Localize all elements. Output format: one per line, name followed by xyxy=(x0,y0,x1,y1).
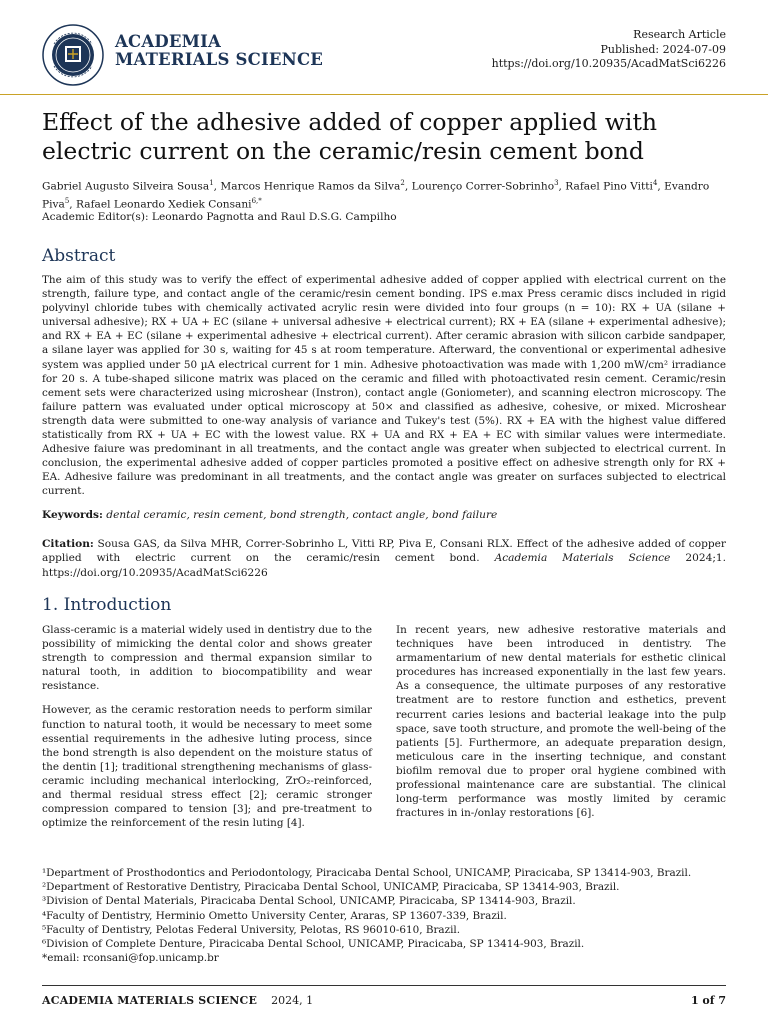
abstract-heading: Abstract xyxy=(42,246,116,266)
academic-editors: Academic Editor(s): Leonardo Pagnotta and Raul D.S.G. Campilho xyxy=(42,211,397,223)
author-affiliation-mark: 1 xyxy=(209,179,214,187)
keywords-items: dental ceramic, resin cement, bond strength, contact angle, bond failure xyxy=(106,509,498,521)
doi-link[interactable]: https://doi.org/10.20935/AcadMatSci6226 xyxy=(491,57,726,70)
affiliations xyxy=(42,866,732,965)
published-date: Published: 2024-07-09 xyxy=(600,42,726,56)
intro-paragraph: Glass-ceramic is a material widely used in dentistry due to the possibility of mimicking the dental color and shows greater strength to compression and thermal expansion similar to natural tooth, in addition to biocompatibility and wear resistance. xyxy=(42,624,372,693)
intro-column-right xyxy=(396,623,726,830)
affiliation-item: ⁵Faculty of Dentistry, Pelotas Federal University, Pelotas, RS 96010-610, Brazil. xyxy=(42,923,461,936)
article-meta xyxy=(492,28,726,72)
keywords xyxy=(42,509,726,521)
footer-journal xyxy=(42,994,313,1007)
citation xyxy=(42,537,726,580)
author-name: Gabriel Augusto Silveira Sousa xyxy=(42,180,210,193)
affiliation-item: ⁶Division of Complete Denture, Piracicaba Dental School, UNICAMP, Piracicaba, SP 13414-903, Brazil. xyxy=(42,938,585,951)
footer-divider xyxy=(42,985,726,986)
corresponding-email[interactable]: *email: rconsani@fop.unicamp.br xyxy=(42,952,219,965)
article-title: Effect of the adhesive added of copper applied with electric current on the ceramic/resin cement bond xyxy=(42,108,658,165)
affiliation-item: ¹Department of Prosthodontics and Periodontology, Piracicaba Dental School, UNICAMP, Piracicaba, SP 13414-903, Brazil. xyxy=(42,867,692,879)
author-affiliation-mark: 6,* xyxy=(251,196,262,205)
citation-text: Sousa GAS, da Silva MHR, Correr-Sobrinho L, Vitti RP, Piva E, Consani RLX. Effect of the adhesive added of copper applied with electric current on the ceramic/resin cement bond. xyxy=(42,538,726,565)
affiliation-item: ⁴Faculty of Dentistry, Herminio Ometto University Center, Araras, SP 13607-339, Brazil. xyxy=(42,909,507,922)
article-type: Research Article xyxy=(633,28,726,41)
author-name: Lourenço Correr-Sobrinho xyxy=(411,180,555,193)
author-affiliation-mark: 3 xyxy=(554,179,559,187)
academia-seal-logo xyxy=(42,24,104,86)
keywords-label: Keywords: xyxy=(42,509,103,521)
author-name: Evandro Piva xyxy=(42,180,710,211)
journal-name: ACADEMIA MATERIALS SCIENCE xyxy=(115,32,324,69)
affiliation-item: ³Division of Dental Materials, Piracicaba Dental School, UNICAMP, Piracicaba, SP 13414-903, Brazil. xyxy=(42,895,576,908)
intro-column-left xyxy=(42,623,372,840)
author-affiliation-mark: 2 xyxy=(400,179,405,187)
intro-paragraph: In recent years, new adhesive restorative materials and techniques have been introduced in dentistry. The armamentarium of new dental materials for esthetic clinical procedures has increased exponentially in the last few years. As a consequence, the ultimate purposes of any restorative treatment are to restore function and esthetics, prevent recurrent caries lesions and bacterial leakage into the pulp space, save tooth structure, and promote the well-being of the patients [5]. Furthermore, an adequate preparation design, meticulous care in the inserting technique, and constant biofilm removal due to proper oral hygiene combined with professional maintenance care are substantial. The clinical long-term performance was mostly limited by ceramic fractures in in-/onlay restorations [6]. xyxy=(396,624,726,820)
affiliation-item: ²Department of Restorative Dentistry, Piracicaba Dental School, UNICAMP, Piracicaba, SP 13414-903, Brazil. xyxy=(42,881,620,894)
footer-year: 2024, 1 xyxy=(271,994,314,1007)
footer-journal-name: ACADEMIA MATERIALS SCIENCE xyxy=(42,994,258,1007)
author-name: Rafael Pino Vitti xyxy=(565,180,653,193)
citation-doi[interactable]: 2024;1. https://doi.org/10.20935/AcadMatSci6226 xyxy=(42,552,726,579)
author-name: Marcos Henrique Ramos da Silva xyxy=(220,180,401,193)
header-divider xyxy=(0,94,768,95)
intro-paragraph: However, as the ceramic restoration needs to perform similar function to natural tooth, it would be necessary to meet some essential requirements in the adhesive luting process, since the bond strength is also dependent on the moisture status of the dentin [1]; traditional strengthening mechanisms of glass-ceramic including mechanical interlocking, ZrO₂-reinforced, and thermal residual stress effect [2]; ceramic stronger compression compared to tension [3]; and pre-treatment to optimize the reinforcement of the resin luting [4]. xyxy=(42,704,372,830)
citation-journal: Academia Materials Science xyxy=(494,552,671,565)
abstract-text: The aim of this study was to verify the effect of experimental adhesive added of copper applied with electrical current on the strength, failure type, and contact angle of the ceramic/resin cement bonding. IPS e.max Press ceramic discs included in rigid polyvinyl chloride tubes with chemically activated acrylic resin were divided into four groups (n = 10): RX + UA (silane + universal adhesive); RX + UA + EC (silane + universal adhesive + electrical current); RX + EA (silane + experimental adhesive); and RX + EA + EC (silane + experimental adhesive + electrical current). After ceramic abrasion with silicon carbide sandpaper, a silane layer was applied for 30 s, waiting for 45 s at room temperature. Afterward, the conventional or experimental adhesive system was applied under 50 µA electrical current for 1 min. Adhesive photoactivation was made with 1,200 mW/cm² irradiance for 20 s. A tube-shaped silicone matrix was placed on the ceramic and filled with photoactivated resin cement. Ceramic/resin cement sets were characterized using microshear (Instron), contact angle (Goniometer), and scanning electron microscopy. The failure pattern was evaluated under optical microscopy at 50× and classified as adhesive, cohesive, or mixed. Microshear strength data were submitted to one-way analysis of variance and Tukey's test (5%). RX + EA with the highest value differed statistically from RX + UA + EC with the lowest value. RX + UA and RX + EA + EC with similar values were intermediate. Adhesive faiure was predominant in all treatments, and the contact angle was greater when subjected to electrical current. In conclusion, the experimental adhesive added of copper particles promoted a positive effect on adhesive strength only for RX + EA. Adhesive failure was predominant in all treatments, and the contact angle was greater on surfaces subjected to electrical current. xyxy=(42,274,726,498)
author-name: Rafael Leonardo Xediek Consani xyxy=(76,198,252,211)
page-number: 1 of 7 xyxy=(690,994,726,1007)
author-list: Gabriel Augusto Silveira Sousa$^1$, Marcos Henrique Ramos da Silva$^2$, Lourenço Correr-Sobrinho$^3$, Rafael Pino Vitti$^4$, Evandro Piva$^5$, Rafael Leonardo Xediek Consani$^{6,*}$ xyxy=(42,179,710,211)
citation-label: Citation: xyxy=(42,538,94,550)
author-affiliation-mark: 4 xyxy=(652,179,658,187)
author-affiliation-mark: 5 xyxy=(64,196,70,205)
introduction-heading: 1. Introduction xyxy=(42,595,172,615)
